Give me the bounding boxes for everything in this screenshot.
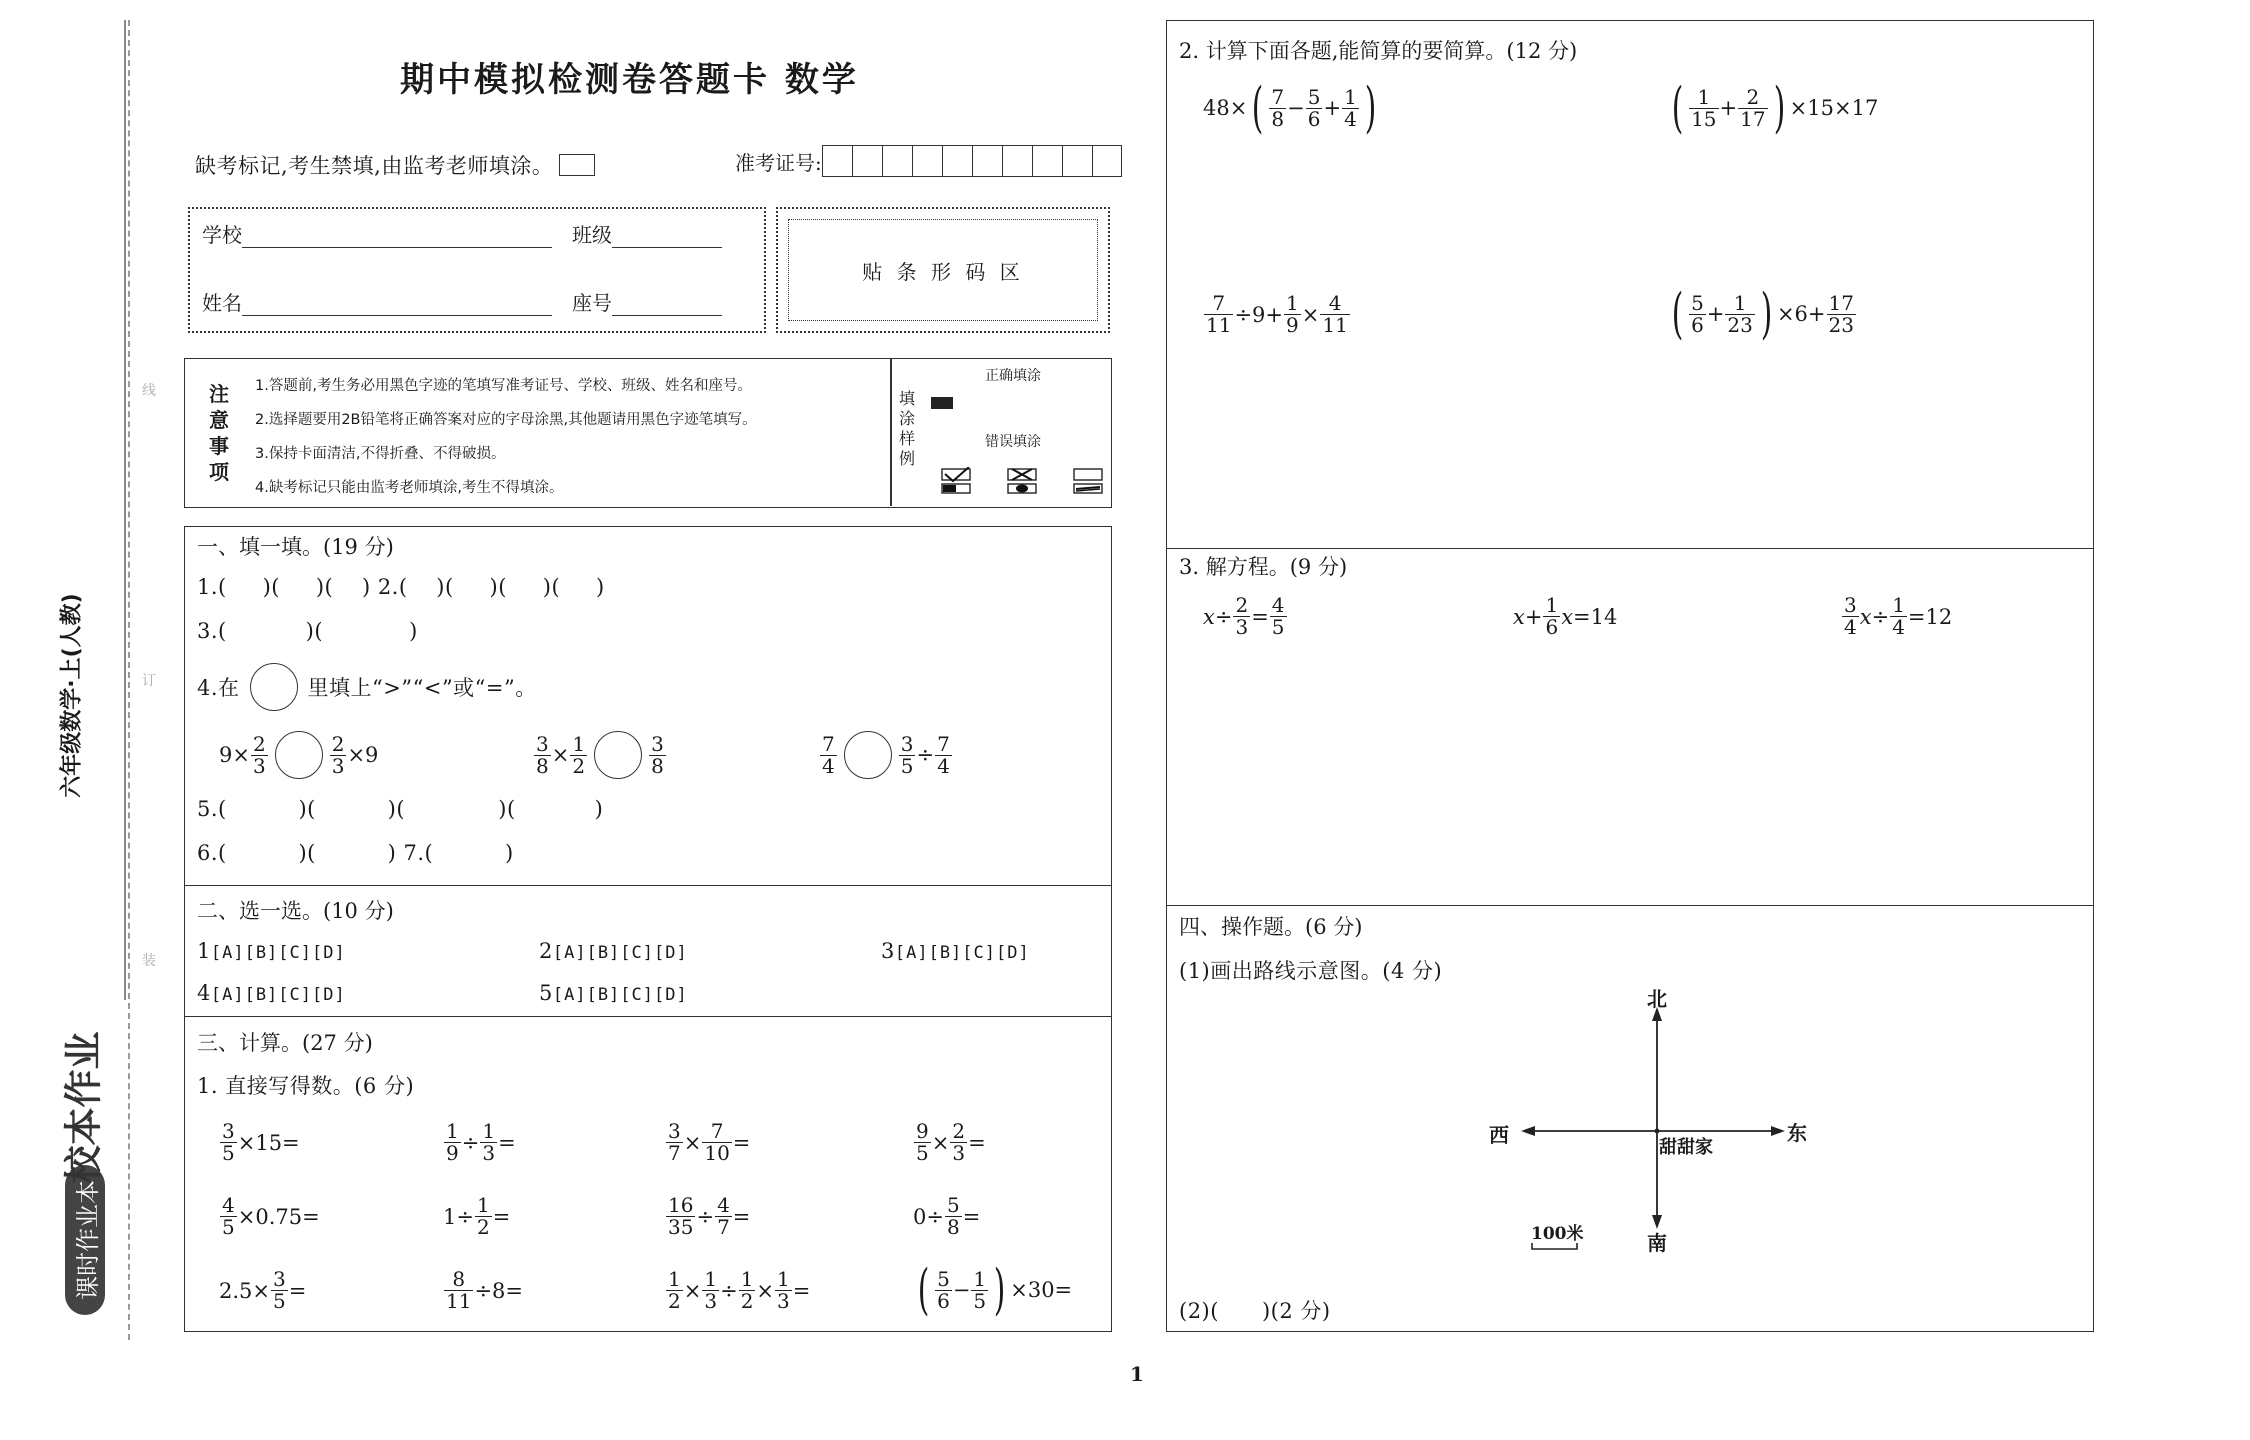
brand-name-a: 课时作业本 bbox=[73, 1180, 102, 1300]
choice-2[interactable]: 2[A][B][C][D] bbox=[539, 939, 688, 963]
calc-item[interactable]: 3 7 × 7 10 = bbox=[668, 1119, 751, 1165]
south-label: 南 bbox=[1647, 1231, 1667, 1255]
name-label: 姓名 bbox=[202, 291, 242, 315]
section-3-title: 三、计算。(27 分) bbox=[197, 1031, 373, 1055]
notes-box bbox=[184, 358, 1112, 508]
calc-item[interactable]: 16 35 ÷ 4 7 = bbox=[668, 1193, 751, 1239]
calc-2-title: 2. 计算下面各题,能简算的要简算。(12 分) bbox=[1179, 39, 1578, 63]
page-title: 期中模拟检测卷答题卡 数学 bbox=[400, 60, 859, 100]
cut-mark: 装 bbox=[142, 953, 156, 969]
north-label: 北 bbox=[1647, 987, 1667, 1011]
answer-box-left bbox=[184, 526, 1112, 1332]
wrong-fill-samples bbox=[941, 467, 1103, 495]
note-item: 3.保持卡面清洁,不得折叠、不得破损。 bbox=[255, 446, 506, 462]
notes-heading: 注 意 事 项 bbox=[209, 382, 229, 484]
spine bbox=[50, 20, 156, 1340]
calc-2-item[interactable]: 7 11 ÷9+ 1 9 × 4 11 bbox=[1206, 291, 1348, 337]
seat-field[interactable] bbox=[612, 292, 722, 316]
school-field[interactable] bbox=[242, 224, 552, 248]
spine-cut-line bbox=[128, 20, 130, 1340]
note-item: 4.缺考标记只能由监考老师填涂,考生不得填涂。 bbox=[255, 480, 564, 496]
calc-item[interactable]: 9 5 × 2 3 = bbox=[916, 1119, 986, 1165]
sample-heading: 填 涂 样 例 bbox=[899, 389, 916, 468]
cut-mark: 线 bbox=[142, 383, 156, 399]
absent-mark-box[interactable] bbox=[559, 154, 595, 176]
fill-row-3[interactable]: 3.( )( ) bbox=[197, 619, 418, 643]
brand-name-b: 校本作业 bbox=[61, 1031, 106, 1184]
answer-box-right bbox=[1166, 20, 2094, 1332]
compare-3[interactable]: 7 4 3 5 ÷ 7 4 bbox=[822, 731, 950, 778]
operation-title: 四、操作题。(6 分) bbox=[1179, 915, 1363, 939]
calc-2-item[interactable]: ( 5 6 + 1 23 ) ×6+ 17 23 bbox=[1671, 282, 1854, 345]
brand-badge bbox=[65, 1165, 105, 1315]
choice-5[interactable]: 5[A][B][C][D] bbox=[539, 981, 688, 1005]
calc-item[interactable]: 1 2 × 1 3 ÷ 1 2 × 1 3 = bbox=[668, 1267, 811, 1313]
calc-item[interactable]: 3 5 ×15= bbox=[222, 1119, 300, 1165]
fill-row-5[interactable]: 5.( )( )( )( ) bbox=[197, 797, 604, 821]
cross-mark-icon bbox=[1007, 467, 1037, 495]
choice-1[interactable]: 1[A][B][C][D] bbox=[197, 939, 346, 963]
absent-mark-label: 缺考标记,考生禁填,由监考老师填涂。 bbox=[195, 150, 595, 180]
calc-2-item[interactable]: ( 1 15 + 2 17 ) ×15×17 bbox=[1671, 76, 1879, 139]
calc-item[interactable]: 4 5 ×0.75= bbox=[222, 1193, 320, 1239]
class-label: 班级 bbox=[572, 223, 612, 247]
calc-item[interactable]: ( 5 6 − 1 5 ) ×30= bbox=[917, 1258, 1073, 1321]
operation-sub1: (1)画出路线示意图。(4 分) bbox=[1179, 959, 1443, 983]
compare-1[interactable]: 9× 2 3 2 3 ×9 bbox=[219, 731, 379, 778]
home-label: 甜甜家 bbox=[1659, 1137, 1713, 1158]
check-mark-icon bbox=[941, 467, 971, 495]
barcode-area bbox=[776, 207, 1110, 333]
equation-title: 3. 解方程。(9 分) bbox=[1179, 555, 1348, 579]
fill-row-4: 4.在 里填上“>”“<”或“=”。 bbox=[197, 663, 537, 711]
equation-item[interactable]: x ÷ 2 3 = 4 5 bbox=[1203, 593, 1285, 639]
spine-solid-line bbox=[124, 20, 126, 1000]
seat-label: 座号 bbox=[572, 291, 612, 315]
barcode-label: 贴 条 形 码 区 bbox=[862, 259, 1024, 284]
west-label: 西 bbox=[1489, 1123, 1509, 1147]
wrong-fill-label: 错误填涂 bbox=[985, 434, 1041, 450]
school-label: 学校 bbox=[202, 223, 242, 247]
scale-label: 100米 bbox=[1531, 1224, 1584, 1244]
section-1-title: 一、填一填。(19 分) bbox=[197, 535, 394, 559]
fill-row-6[interactable]: 6.( )( ) 7.( ) bbox=[197, 841, 514, 865]
equation-item[interactable]: 3 4 x ÷ 1 4 =12 bbox=[1844, 593, 1953, 639]
correct-fill-sample bbox=[931, 397, 953, 409]
note-item: 2.选择题要用2B铅笔将正确答案对应的字母涂黑,其他题请用黑色字迹笔填写。 bbox=[255, 412, 757, 428]
class-field[interactable] bbox=[612, 224, 722, 248]
correct-fill-label: 正确填涂 bbox=[985, 368, 1041, 384]
calc-item[interactable]: 0÷ 5 8 = bbox=[913, 1193, 981, 1239]
calc-item[interactable]: 2.5× 3 5 = bbox=[219, 1267, 307, 1313]
choice-3[interactable]: 3[A][B][C][D] bbox=[881, 939, 1030, 963]
fill-row-1[interactable]: 1.( )( )( ) 2.( )( )( )( ) bbox=[197, 575, 605, 599]
slash-mark-icon bbox=[1073, 467, 1103, 495]
calc-2-item[interactable]: 48× ( 7 8 − 5 6 + 1 4 ) bbox=[1203, 76, 1377, 139]
page-number: 1 bbox=[1130, 1362, 1144, 1386]
operation-sub2[interactable]: (2)( )(2 分) bbox=[1179, 1299, 1331, 1323]
choice-4[interactable]: 4[A][B][C][D] bbox=[197, 981, 346, 1005]
equation-item[interactable]: x + 1 6 x =14 bbox=[1513, 593, 1618, 639]
note-item: 1.答题前,考生务必用黑色字迹的笔填写准考证号、学校、班级、姓名和座号。 bbox=[255, 378, 752, 394]
cut-mark: 订 bbox=[142, 673, 156, 689]
calc-item[interactable]: 8 11 ÷8= bbox=[446, 1267, 524, 1313]
east-label: 东 bbox=[1787, 1121, 1807, 1145]
calc-item[interactable]: 1÷ 1 2 = bbox=[443, 1193, 511, 1239]
name-field[interactable] bbox=[242, 292, 552, 316]
student-info-box bbox=[188, 207, 766, 333]
compare-2[interactable]: 3 8 × 1 2 3 8 bbox=[536, 731, 664, 778]
direction-diagram[interactable] bbox=[1489, 987, 1827, 1261]
section-3-sub1: 1. 直接写得数。(6 分) bbox=[197, 1074, 415, 1098]
ticket-number bbox=[735, 145, 1122, 177]
section-2-title: 二、选一选。(10 分) bbox=[197, 899, 394, 923]
ticket-label: 准考证号: bbox=[735, 150, 822, 175]
calc-item[interactable]: 1 9 ÷ 1 3 = bbox=[446, 1119, 516, 1165]
ticket-boxes[interactable] bbox=[822, 145, 1122, 177]
spine-subtitle: 六年级数学·上(人教) bbox=[59, 593, 85, 798]
